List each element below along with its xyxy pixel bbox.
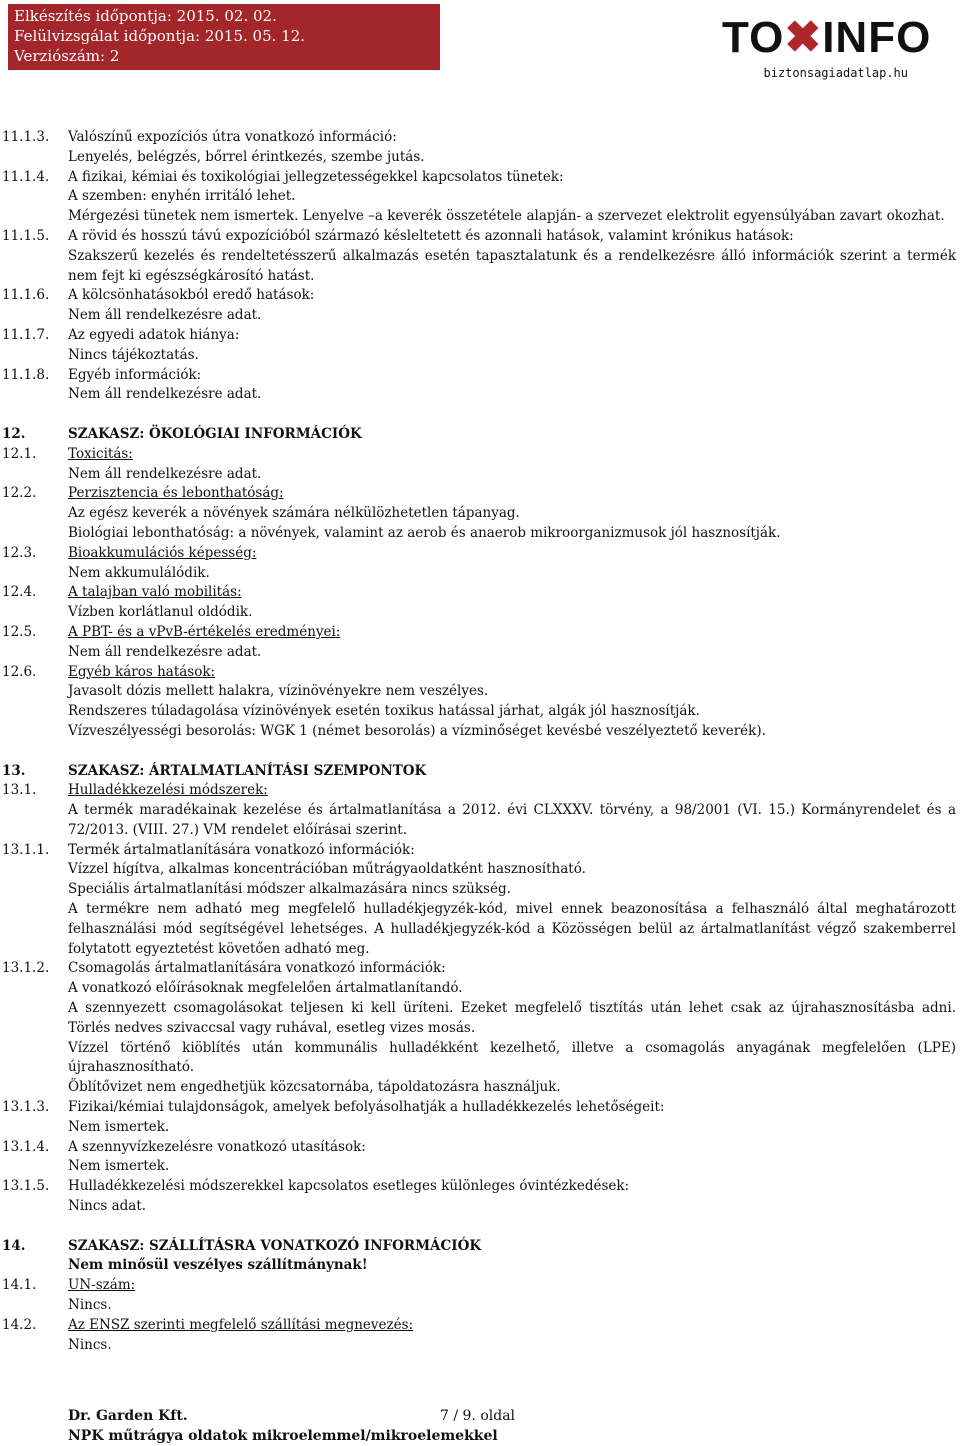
subsection-number: 14.1.: [2, 1277, 37, 1294]
page-number: 7 / 9. oldal: [440, 1408, 516, 1424]
subsection-number: 12.6.: [2, 663, 37, 680]
paragraph: Biológiai lebonthatóság: a növények, valamint az aerob és anaerob mikroorganizmusok jól hasznosítják.: [68, 524, 781, 541]
subsection-heading: Az ENSZ szerinti megfelelő szállítási megnevezés:: [68, 1316, 414, 1333]
section-number: 13.: [2, 762, 26, 779]
document-dates-header: [8, 4, 440, 70]
paragraph: Nincs.: [68, 1336, 112, 1353]
logo-text-info: INFO: [822, 13, 932, 62]
paragraph: A vonatkozó előírásoknak megfelelően ártalmatlanítandó.: [68, 980, 463, 997]
subsection-number: 11.1.3.: [2, 129, 50, 145]
paragraph: A termékre nem adható meg megfelelő hulladékjegyzék-kód, mivel ennek beazonosítása a felhasználó által meghatározott felhasználási mód segítségével lehetséges. A hulladékjegyzék-kód a Közösségen belül az ártalmatlanítást végző szakemberrel folytatott egyeztetést követően adható meg.: [68, 901, 956, 957]
subsection-heading: A rövid és hosszú távú expozícióból származó késleltetett és azonnali hatások, valamint krónikus hatások:: [68, 227, 794, 244]
subsection-13-1: [0, 781, 960, 801]
subsection-number: 11.1.6.: [2, 287, 50, 304]
paragraph: Nem akkumulálódik.: [68, 564, 210, 581]
subsection-heading: A talajban való mobilitás:: [68, 584, 242, 601]
subsection-heading: A szennyvízkezelésre vonatkozó utasítások:: [68, 1138, 366, 1155]
subsection-heading: A PBT- és a vPvB-értékelés eredményei:: [68, 623, 341, 640]
section-title: SZAKASZ: ÖKOLÓGIAI INFORMÁCIÓK: [68, 425, 362, 442]
subsection-heading: Perzisztencia és lebonthatóság:: [68, 485, 284, 502]
logo-wordmark: [722, 12, 944, 64]
spacer: [0, 1217, 960, 1237]
subsection-12-4: [0, 583, 960, 603]
section-title: SZAKASZ: ÁRTALMATLANÍTÁSI SZEMPONTOK: [68, 762, 427, 779]
subsection-number: 12.1.: [2, 445, 37, 462]
paragraph: Vízzel történő kiöblítés után kommunális hulladékként kezelhető, illetve a csomagolás anyagának megfelelően (LPE) újrahasznosítható.: [68, 1039, 956, 1076]
paragraph: Nem ismertek.: [68, 1158, 170, 1175]
subsection-heading: A kölcsönhatásokból eredő hatások:: [68, 287, 315, 304]
subsection-number: 11.1.4.: [2, 168, 50, 185]
paragraph: Javasolt dózis mellett halakra, vízinövényekre nem veszélyes.: [68, 683, 489, 700]
version-number: Verziószám: 2: [14, 47, 120, 65]
document-body: [0, 128, 960, 1355]
subsection-13-1-2: [0, 959, 960, 979]
subsection-11-1-8: [0, 366, 960, 386]
subsection-12-6: [0, 663, 960, 683]
subsection-heading: Egyéb káros hatások:: [68, 663, 216, 680]
paragraph: Rendszeres túladagolása vízinövények esetén toxikus hatással járhat, algák jól hasznosítják.: [68, 703, 700, 720]
subsection-heading: Az egyedi adatok hiánya:: [68, 326, 240, 343]
paragraph: A szemben: enyhén irritáló lehet.: [68, 188, 296, 205]
subsection-number: 13.1.1.: [2, 841, 50, 858]
section-number: 12.: [2, 425, 26, 442]
paragraph: Nem áll rendelkezésre adat.: [68, 307, 262, 324]
paragraph: A szennyezett csomagolásokat teljesen ki kell üríteni. Ezeket megfelelő tisztítás után lehet csak az újrahasznosításba adni. Törlés nedves szivaccsal vagy ruhával, esetleg vizes mosás.: [68, 1000, 956, 1036]
transport-note: Nem minősül veszélyes szállítmánynak!: [68, 1257, 368, 1274]
subsection-heading: Csomagolás ártalmatlanítására vonatkozó információk:: [68, 960, 446, 977]
subsection-13-1-4: [0, 1138, 960, 1158]
paragraph: Nem ismertek.: [68, 1118, 170, 1135]
subsection-heading: UN-szám:: [68, 1277, 136, 1294]
paragraph: Lenyelés, belégzés, bőrrel érintkezés, szembe jutás.: [68, 148, 425, 165]
subsection-11-1-5: [0, 227, 960, 247]
subsection-number: 13.1.: [2, 782, 37, 799]
subsection-11-1-3: [0, 128, 960, 148]
subsection-12-2: [0, 484, 960, 504]
logo-text-to: TO: [722, 13, 785, 62]
section-number: 14.: [2, 1237, 26, 1254]
section-12-heading: [0, 425, 960, 445]
subsection-number: 12.2.: [2, 485, 37, 502]
footer-product-name: NPK műtrágya oldatok mikroelemmel/mikroelemekkel: [68, 1428, 498, 1444]
subsection-12-3: [0, 544, 960, 564]
subsection-number: 13.1.3.: [2, 1099, 50, 1116]
subsection-12-5: [0, 623, 960, 643]
subsection-number: 14.2.: [2, 1316, 37, 1333]
paragraph: Nem áll rendelkezésre adat.: [68, 386, 262, 403]
paragraph: Nem áll rendelkezésre adat.: [68, 643, 262, 660]
subsection-heading: Bioakkumulációs képesség:: [68, 544, 257, 561]
page-footer: [68, 1406, 948, 1446]
subsection-heading: Fizikai/kémiai tulajdonságok, amelyek befolyásolhatják a hulladékkezelés lehetőségeit:: [68, 1099, 665, 1116]
section-title: SZAKASZ: SZÁLLÍTÁSRA VONATKOZÓ INFORMÁCIÓK: [68, 1237, 482, 1254]
paragraph: Nincs.: [68, 1297, 112, 1314]
subsection-11-1-7: [0, 326, 960, 346]
paragraph: A termék maradékainak kezelése és ártalmatlanítása a 2012. évi CLXXXV. törvény, a 98/2001 (VI. 15.) Kormányrendelet és a 72/2013. (VIII. 27.) VM rendelet előírásai szerint.: [68, 802, 956, 838]
subsection-number: 12.4.: [2, 584, 37, 601]
paragraph: Vízzel hígítva, alkalmas koncentrációban műtrágyaoldatként hasznosítható.: [68, 861, 586, 878]
toxinfo-logo: [722, 12, 944, 90]
subsection-number: 12.5.: [2, 623, 37, 640]
paragraph: Vízveszélyességi besorolás: WGK 1 (német besorolás) a vízminőséget kevésbé veszélyeztető keverék).: [68, 722, 766, 739]
subsection-12-1: [0, 445, 960, 465]
subsection-heading: A fizikai, kémiai és toxikológiai jellegzetességekkel kapcsolatos tünetek:: [68, 168, 564, 185]
subsection-11-1-4: [0, 168, 960, 188]
subsection-number: 13.1.2.: [2, 960, 50, 977]
subsection-number: 11.1.7.: [2, 326, 50, 343]
paragraph: Szakszerű kezelés és rendeltetésszerű alkalmazás esetén tapasztalatunk és a rendelkezésre álló információk szerint a termék nem fejt ki egészségkárosító hatást.: [68, 247, 956, 284]
subsection-heading: Toxicitás:: [68, 445, 133, 462]
paragraph: Nincs adat.: [68, 1198, 147, 1215]
section-13-heading: [0, 762, 960, 782]
footer-company: Dr. Garden Kft.: [68, 1408, 188, 1424]
paragraph: Vízben korlátlanul oldódik.: [68, 604, 253, 621]
paragraph: Öblítővizet nem engedhetjük közcsatornába, tápoldatozásra használjuk.: [68, 1079, 561, 1096]
subsection-number: 13.1.4.: [2, 1138, 50, 1155]
paragraph: Speciális ártalmatlanítási módszer alkalmazására nincs szükség.: [68, 881, 511, 898]
section-14-heading: [0, 1237, 960, 1257]
subsection-13-1-1: [0, 841, 960, 861]
subsection-number: 11.1.8.: [2, 366, 50, 383]
subsection-heading: Egyéb információk:: [68, 366, 202, 383]
subsection-heading: Valószínű expozíciós útra vonatkozó információ:: [68, 129, 397, 145]
subsection-number: 11.1.5.: [2, 227, 50, 244]
spacer: [0, 742, 960, 762]
review-date: Felülvizsgálat időpontja: 2015. 05. 12.: [14, 27, 306, 45]
paragraph: Nincs tájékoztatás.: [68, 346, 199, 363]
paragraph: Nem áll rendelkezésre adat.: [68, 465, 262, 482]
subsection-14-1: [0, 1276, 960, 1296]
logo-x-icon: ✖: [784, 13, 823, 62]
subsection-13-1-3: [0, 1098, 960, 1118]
logo-website: biztonsagiadatlap.hu: [763, 66, 908, 80]
paragraph: Az egész keverék a növények számára nélkülözhetetlen tápanyag.: [68, 505, 520, 522]
subsection-number: 12.3.: [2, 544, 37, 561]
subsection-14-2: [0, 1316, 960, 1336]
subsection-heading: Hulladékkezelési módszerek:: [68, 782, 268, 799]
subsection-number: 13.1.5.: [2, 1178, 50, 1195]
paragraph: Mérgezési tünetek nem ismertek. Lenyelve –a keverék összetétele alapján- a szervezet elektrolit egyensúlyában zavart okozhat.: [68, 208, 945, 225]
subsection-heading: Termék ártalmatlanítására vonatkozó információk:: [68, 841, 415, 858]
creation-date: Elkészítés időpontja: 2015. 02. 02.: [14, 7, 277, 25]
spacer: [0, 405, 960, 425]
subsection-heading: Hulladékkezelési módszerekkel kapcsolatos esetleges különleges óvintézkedések:: [68, 1178, 630, 1195]
subsection-11-1-6: [0, 286, 960, 306]
subsection-13-1-5: [0, 1177, 960, 1197]
